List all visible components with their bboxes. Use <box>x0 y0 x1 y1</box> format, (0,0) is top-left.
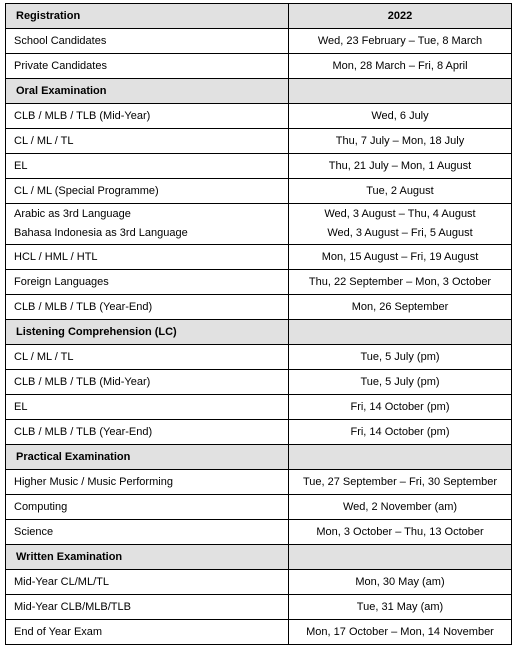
exam-label: Mid-Year CL/ML/TL <box>6 570 289 595</box>
exam-label: EL <box>6 395 289 420</box>
section-title: Practical Examination <box>6 445 289 470</box>
table-row <box>6 570 512 595</box>
section-title: Registration <box>6 4 289 29</box>
exam-label: HCL / HML / HTL <box>6 245 289 270</box>
exam-date: Mon, 30 May (am) <box>289 570 512 595</box>
table-row <box>6 520 512 545</box>
exam-label: End of Year Exam <box>6 620 289 645</box>
exam-date: Wed, 2 November (am) <box>289 495 512 520</box>
table-row <box>6 104 512 129</box>
exam-label: Private Candidates <box>6 54 289 79</box>
exam-date: Fri, 14 October (pm) <box>289 420 512 445</box>
table-row <box>6 29 512 54</box>
exam-date: Mon, 17 October – Mon, 14 November <box>289 620 512 645</box>
exam-date: Thu, 22 September – Mon, 3 October <box>289 270 512 295</box>
section-title: Written Examination <box>6 545 289 570</box>
section-header-row <box>6 320 512 345</box>
exam-label: EL <box>6 154 289 179</box>
section-title: Oral Examination <box>6 79 289 104</box>
section-header-row <box>6 445 512 470</box>
table-row <box>6 154 512 179</box>
table-row <box>6 495 512 520</box>
table-row <box>6 245 512 270</box>
exam-label: Higher Music / Music Performing <box>6 470 289 495</box>
exam-label: CL / ML (Special Programme) <box>6 179 289 204</box>
exam-label: CLB / MLB / TLB (Year-End) <box>6 420 289 445</box>
exam-date: Wed, 3 August – Thu, 4 August <box>324 208 476 220</box>
exam-date: Tue, 2 August <box>289 179 512 204</box>
exam-label: Science <box>6 520 289 545</box>
exam-date: Wed, 23 February – Tue, 8 March <box>289 29 512 54</box>
table-row <box>6 345 512 370</box>
exam-label: Foreign Languages <box>6 270 289 295</box>
exam-date: Tue, 5 July (pm) <box>289 345 512 370</box>
section-header-blank <box>289 79 512 104</box>
table-row <box>6 470 512 495</box>
table-row <box>6 179 512 204</box>
table-row <box>6 620 512 645</box>
section-header-row <box>6 545 512 570</box>
table-row <box>6 295 512 320</box>
exam-label: Arabic as 3rd Language <box>14 208 131 220</box>
table-row <box>6 204 512 245</box>
exam-date: Wed, 6 July <box>289 104 512 129</box>
exam-label: Mid-Year CLB/MLB/TLB <box>6 595 289 620</box>
section-header-blank <box>289 320 512 345</box>
exam-label: CL / ML / TL <box>6 345 289 370</box>
exam-date: Tue, 31 May (am) <box>289 595 512 620</box>
table-row <box>6 129 512 154</box>
exam-date: Fri, 14 October (pm) <box>289 395 512 420</box>
table-row <box>6 270 512 295</box>
exam-date: Thu, 7 July – Mon, 18 July <box>289 129 512 154</box>
exam-label-cell <box>6 204 289 245</box>
section-header-blank <box>289 445 512 470</box>
table-row <box>6 420 512 445</box>
section-header-row <box>6 79 512 104</box>
table-row <box>6 395 512 420</box>
exam-label: CLB / MLB / TLB (Mid-Year) <box>6 370 289 395</box>
exam-date: Mon, 3 October – Thu, 13 October <box>289 520 512 545</box>
table-row <box>6 54 512 79</box>
exam-date: Tue, 5 July (pm) <box>289 370 512 395</box>
exam-label: CLB / MLB / TLB (Year-End) <box>6 295 289 320</box>
year-column-header: 2022 <box>289 4 512 29</box>
section-header-blank <box>289 545 512 570</box>
exam-date: Wed, 3 August – Fri, 5 August <box>327 227 473 239</box>
exam-schedule-table <box>5 3 512 645</box>
exam-date-cell <box>289 204 512 245</box>
exam-label: CLB / MLB / TLB (Mid-Year) <box>6 104 289 129</box>
exam-label: Bahasa Indonesia as 3rd Language <box>14 227 188 239</box>
exam-label: CL / ML / TL <box>6 129 289 154</box>
table-row <box>6 595 512 620</box>
section-title: Listening Comprehension (LC) <box>6 320 289 345</box>
exam-label: School Candidates <box>6 29 289 54</box>
exam-label: Computing <box>6 495 289 520</box>
section-header-row <box>6 4 512 29</box>
exam-date: Mon, 26 September <box>289 295 512 320</box>
exam-date: Mon, 28 March – Fri, 8 April <box>289 54 512 79</box>
table-row <box>6 370 512 395</box>
exam-date: Thu, 21 July – Mon, 1 August <box>289 154 512 179</box>
exam-date: Mon, 15 August – Fri, 19 August <box>289 245 512 270</box>
exam-date: Tue, 27 September – Fri, 30 September <box>289 470 512 495</box>
